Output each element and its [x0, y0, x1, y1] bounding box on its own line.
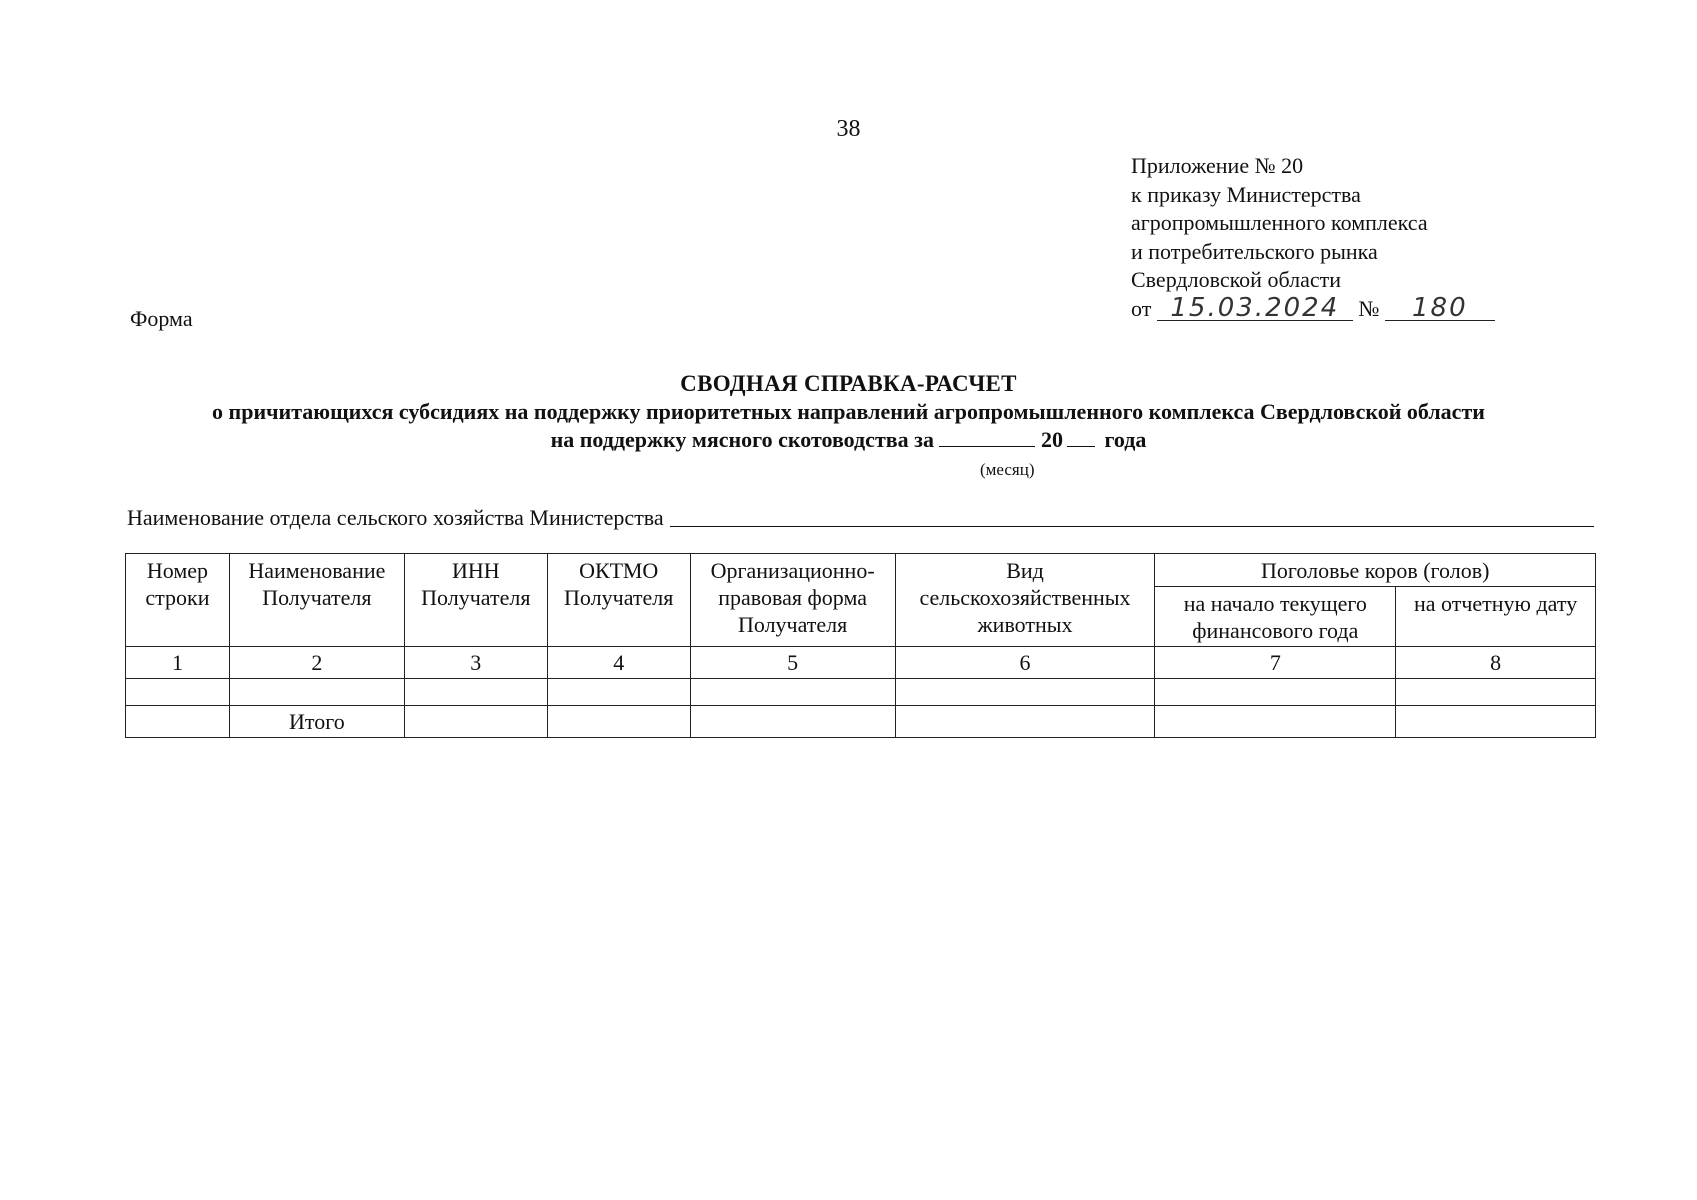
- column-number: 5: [690, 647, 895, 679]
- table-cell: [895, 706, 1155, 738]
- month-note: (месяц): [980, 460, 1035, 479]
- table-cell: [229, 679, 404, 706]
- form-label: Форма: [130, 306, 193, 331]
- header-row: [126, 554, 1596, 587]
- column-numbers-row: [126, 647, 1596, 679]
- from-label: от: [1131, 295, 1152, 321]
- table-cell: [547, 706, 690, 738]
- header-row-number: Номер строки: [126, 554, 230, 647]
- year-blank: [1067, 426, 1095, 447]
- department-fill-line: [670, 504, 1594, 527]
- year-prefix: 20: [1040, 427, 1063, 452]
- header-oktmo: ОКТМО Получателя: [547, 554, 690, 647]
- document-subtitle: о причитающихся субсидиях на поддержку приоритетных направлений агропромышленного комплекса Свердловской области: [212, 399, 1485, 424]
- table-cell: [404, 679, 547, 706]
- appendix-line: Свердловской области: [1131, 267, 1341, 292]
- table-cell: [547, 679, 690, 706]
- table-cell: [895, 679, 1155, 706]
- column-number: 4: [547, 647, 690, 679]
- appendix-block: [1131, 152, 1495, 323]
- total-label: Итого: [229, 706, 404, 738]
- column-number: 1: [126, 647, 230, 679]
- department-label: Наименование отдела сельского хозяйства Министерства: [127, 505, 664, 530]
- department-row: [127, 504, 1594, 531]
- table-cell: [1396, 679, 1596, 706]
- table-cell: [404, 706, 547, 738]
- order-date-handwritten: 15.03.2024: [1157, 296, 1353, 321]
- column-number: 3: [404, 647, 547, 679]
- number-label: №: [1358, 295, 1380, 321]
- header-legal-form: Организационно-правовая форма Получателя: [690, 554, 895, 647]
- total-row: [126, 706, 1596, 738]
- period-suffix: года: [1104, 427, 1147, 452]
- table-cell: [1155, 706, 1396, 738]
- table-cell: [1155, 679, 1396, 706]
- order-number-handwritten: 180: [1385, 296, 1495, 321]
- column-number: 6: [895, 647, 1155, 679]
- appendix-line: и потребительского рынка: [1131, 238, 1378, 264]
- table-row: [126, 679, 1596, 706]
- document-title: СВОДНАЯ СПРАВКА-РАСЧЕТ: [680, 371, 1017, 396]
- title-block: [0, 370, 1697, 454]
- column-number: 7: [1155, 647, 1396, 679]
- table-cell: [690, 706, 895, 738]
- page-number: 38: [836, 116, 861, 142]
- appendix-line: агропромышленного комплекса: [1131, 210, 1428, 235]
- header-animal-type: Вид сельскохозяйственных животных: [895, 554, 1155, 647]
- header-reporting-date: на отчетную дату: [1396, 587, 1596, 647]
- appendix-line: Приложение № 20: [1131, 153, 1304, 178]
- order-date-line: [1131, 292, 1495, 324]
- column-number: 2: [229, 647, 404, 679]
- column-number: 8: [1396, 647, 1596, 679]
- period-prefix: на поддержку мясного скотоводства за: [550, 427, 934, 452]
- header-recipient-name: Наименование Получателя: [229, 554, 404, 647]
- table-cell: [126, 706, 230, 738]
- period-line: [0, 426, 1697, 454]
- header-start-of-year: на начало текущего финансового года: [1155, 587, 1396, 647]
- month-blank: [939, 426, 1035, 447]
- summary-table: [125, 553, 1596, 738]
- table-cell: [690, 679, 895, 706]
- header-inn: ИНН Получателя: [404, 554, 547, 647]
- header-cow-count-group: Поголовье коров (голов): [1155, 554, 1596, 587]
- appendix-line: к приказу Министерства: [1131, 181, 1361, 207]
- table-cell: [1396, 706, 1596, 738]
- table-cell: [126, 679, 230, 706]
